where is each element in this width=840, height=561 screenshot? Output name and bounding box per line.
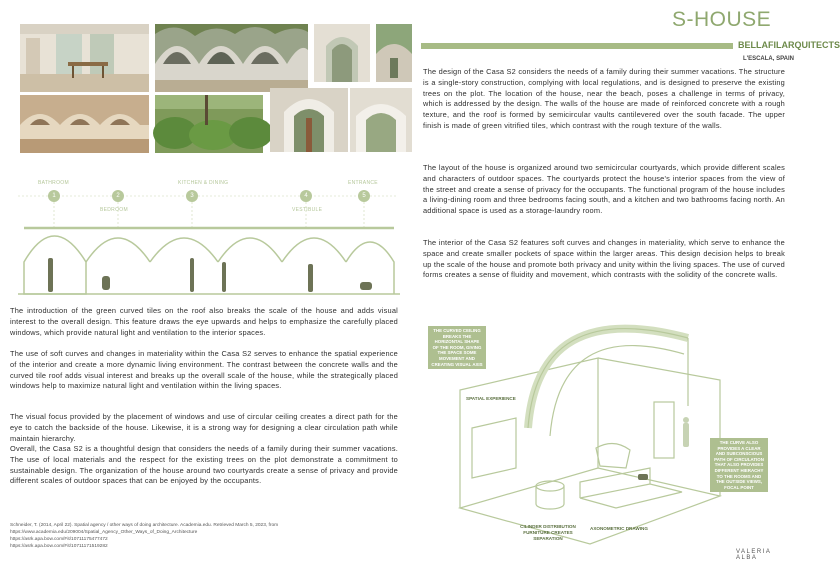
project-location: L'ESCALA, SPAIN bbox=[743, 56, 794, 62]
page-title: S-HOUSE bbox=[672, 8, 772, 31]
section-label-bedroom: BEDROOM bbox=[100, 207, 128, 213]
paragraph-design: The design of the Casa S2 considers the needs of a family during their summer vacations. The structure is a single-story construction, complying with local regulations, and is designed to preserve the existing trees on the plot. The location of the house, near the beach, poses a challenge in terms of privacy, which is addressed by the design. The walls of the house are made of reinforced concrete with a rough texture, and the roof is formed by semicircular vaults cantilevered over the south facade. The upper finish is made of green vitrified tiles, which contrast with the rough texture of the walls. bbox=[423, 67, 785, 130]
section-diagram bbox=[8, 170, 408, 298]
paragraph-overall: Overall, the Casa S2 is a thoughtful design that considers the needs of a family during their summer vacations. The use of local materials and the respect for the existing trees on the plot demonstrate a commitment to sustainable design. The organization of the house around two courtyards create a sense of privacy and provide different scales of outdoor spaces that can be enjoyed by the occupants. bbox=[10, 444, 398, 486]
paragraph-roof-tiles: The introduction of the green curved tiles on the roof also breaks the scale of the house and adds visual interest to the overall design. This feature draws the eye upwards and helps to emphasize the carefully placed windows, which provide natural light and ventilation to the interior spaces. bbox=[10, 306, 398, 337]
paragraph-visual-focus: The visual focus provided by the placement of windows and use of circular ceiling creates a direct path for the eye to catch the backside of the house. Likewise, it is a strong way for designing a clear circulation path while maintain hierarchy. bbox=[10, 412, 398, 443]
photo-interior-dining bbox=[20, 24, 149, 92]
architect-name: BELLAFILARQUITECTS bbox=[738, 40, 840, 50]
photo-arched-doorway bbox=[314, 24, 370, 82]
note-cylinder-furniture: CILINDER DISTRIBUTION FURNITURE CREATES SEPARATION bbox=[520, 524, 576, 541]
section-label-vestibule: VESTIBULE bbox=[292, 207, 323, 213]
photo-roof-tiles bbox=[376, 24, 412, 82]
reference-citation: Schneider, T. (2014, April 22). Spatial agency / other ways of doing architecture. Academia.edu. Retrieved March 5, 2023, from bbox=[10, 523, 279, 528]
axonometric-caption: AXONOMETRIC DRAWING bbox=[590, 526, 648, 531]
axonometric-drawing bbox=[420, 308, 782, 558]
photo-exterior-vaults bbox=[20, 95, 149, 153]
section-label-bathroom: BATHROOM bbox=[38, 180, 69, 186]
photo-vaulted-facade bbox=[155, 24, 308, 92]
reference-link[interactable]: https://asrk.apa.bow.com/Fit/10711171519282 bbox=[10, 544, 108, 549]
author-signature: VALERIA ALBA bbox=[736, 549, 772, 561]
note-curved-ceiling: THE CURVED CEILING BREAKS THE HORIZONTAL SHAPE OF THE ROOM, GIVING THE SPACE SOME MOVEMENT AND CREATING VISUAL AXIS bbox=[428, 326, 486, 369]
section-label-kitchen-dining: KITCHEN & DINING bbox=[178, 180, 229, 186]
reference-link[interactable]: https://www.academia.edu/209004/Spatial_Agency_Other_Ways_of_Doing_Architecture bbox=[10, 530, 198, 535]
paragraph-spatial-experience: The use of soft curves and changes in materiality within the Casa S2 serves to enhance the spatial experience of the interior and create a more dynamic living environment. The contrast between the concrete walls and the curved tile roof adds visual interest and breaks up the overall scale of the house, while the strategically placed windows help to maximize natural light and ventilation within the living spaces. bbox=[10, 349, 398, 391]
section-label-entrance: ENTRANCE bbox=[348, 180, 378, 186]
section-number-3: 3 bbox=[186, 190, 198, 202]
section-number-2: 2 bbox=[112, 190, 124, 202]
section-number-1: 1 bbox=[48, 190, 60, 202]
paragraph-layout: The layout of the house is organized around two semicircular courtyards, which provide different scales and characters of outdoor spaces. The courtyards protect the house's interior spaces from the view of the street and create a sense of privacy for the occupants. The functional program of the house includes a living-dining room and three bedrooms facing south, and a kitchen and two bathrooms facing north. An additional space is used as a storage-laundry room. bbox=[423, 163, 785, 216]
references bbox=[10, 522, 310, 550]
section-number-5: 5 bbox=[358, 190, 370, 202]
paragraph-interior: The interior of the Casa S2 features soft curves and changes in materiality, which serve to enhance the space and create smaller pockets of space within the larger areas. This design decision helps to break up the scale of the house and promote both privacy and unity within the living spaces. The use of curved forms creates a sense of fluidity and movement, which contrasts with the solidity of the concrete walls. bbox=[423, 238, 785, 280]
note-curve-circulation: THE CURVE ALSO PROVIDES A CLEAR AND SUBCONSCIOUS PATH OF CIRCULATION THAT ALSO PROVIDES DIFFERENT HIERACHY TO THE ROOMS AND THE OUTSIDE VIEWS, FOCAL POINT bbox=[710, 438, 768, 492]
photo-arched-window bbox=[270, 88, 348, 152]
section-number-4: 4 bbox=[300, 190, 312, 202]
title-accent-bar bbox=[421, 43, 733, 49]
photo-green-roof bbox=[155, 95, 263, 153]
photo-interior-arches bbox=[350, 88, 412, 152]
note-spatial-experience: SPATIAL EXPERIENCE bbox=[466, 396, 516, 401]
reference-link[interactable]: https://asrk.apa.bow.com/Fit/10711175477472 bbox=[10, 537, 108, 542]
